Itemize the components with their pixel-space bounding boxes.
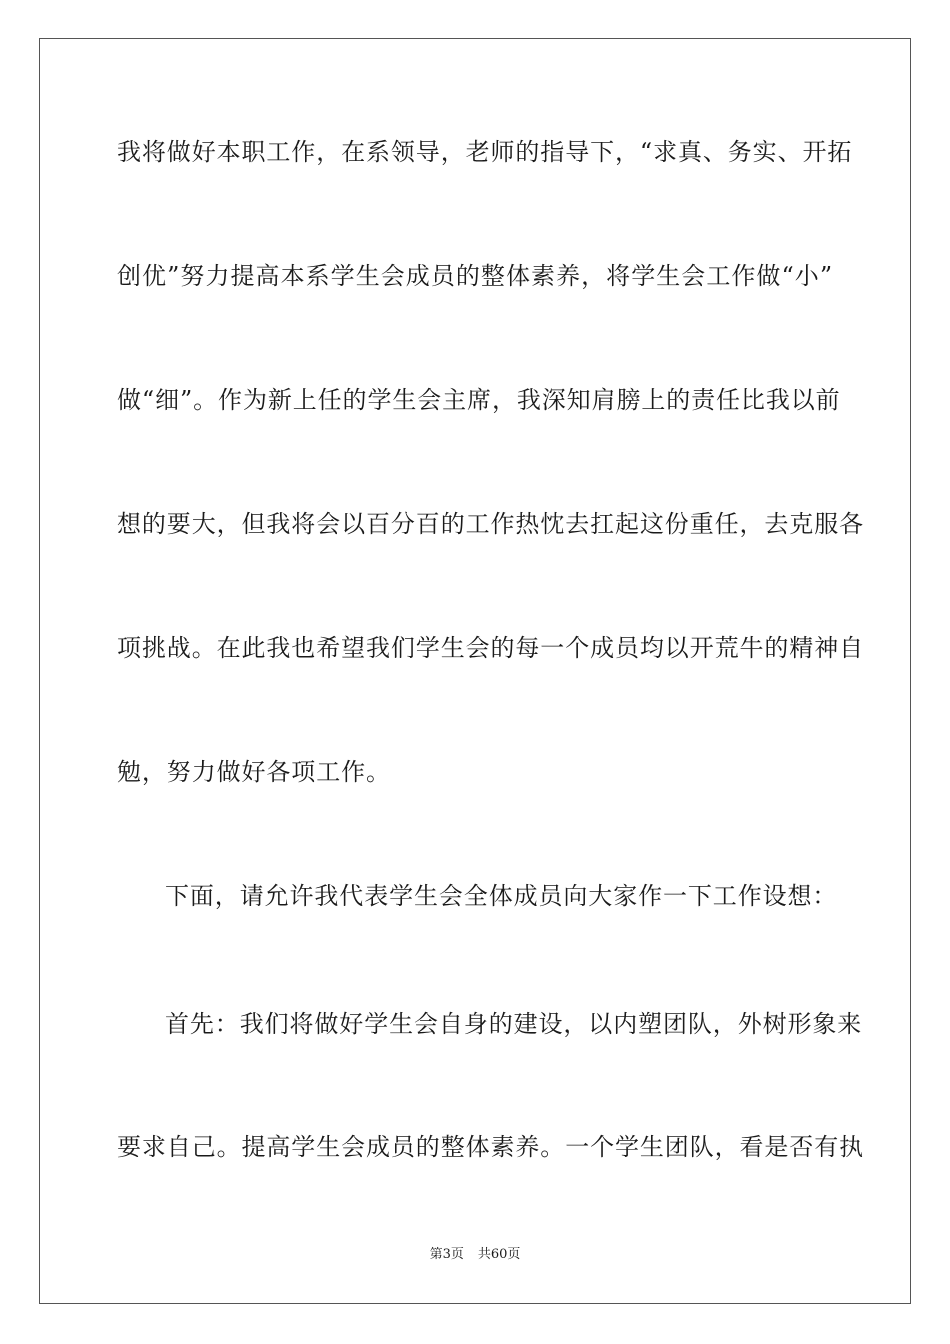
body-line-5: 项挑战。在此我也希望我们学生会的每一个成员均以开荒牛的精神自 — [117, 634, 864, 662]
body-line-1: 我将做好本职工作，在系领导，老师的指导下，“求真、务实、开拓 — [117, 138, 853, 166]
body-line-2: 创优”努力提高本系学生会成员的整体素养，将学生会工作做“小” — [117, 262, 833, 290]
page-number: 第3页 — [429, 1247, 464, 1262]
page-total: 共60页 — [477, 1247, 521, 1262]
body-line-4: 想的要大，但我将会以百分百的工作热忱去扛起这份重任，去克服各 — [117, 510, 864, 538]
body-line-7: 下面，请允许我代表学生会全体成员向大家作一下工作设想： — [165, 882, 838, 910]
body-line-8: 首先：我们将做好学生会自身的建设，以内塑团队，外树形象来 — [165, 1010, 863, 1038]
body-line-3: 做“细”。作为新上任的学生会主席，我深知肩膀上的责任比我以前 — [117, 386, 841, 414]
body-line-6: 勉，努力做好各项工作。 — [117, 758, 391, 786]
page-frame — [39, 38, 911, 1304]
page-footer — [0, 1247, 950, 1263]
body-line-9: 要求自己。提高学生会成员的整体素养。一个学生团队，看是否有执 — [117, 1133, 864, 1161]
